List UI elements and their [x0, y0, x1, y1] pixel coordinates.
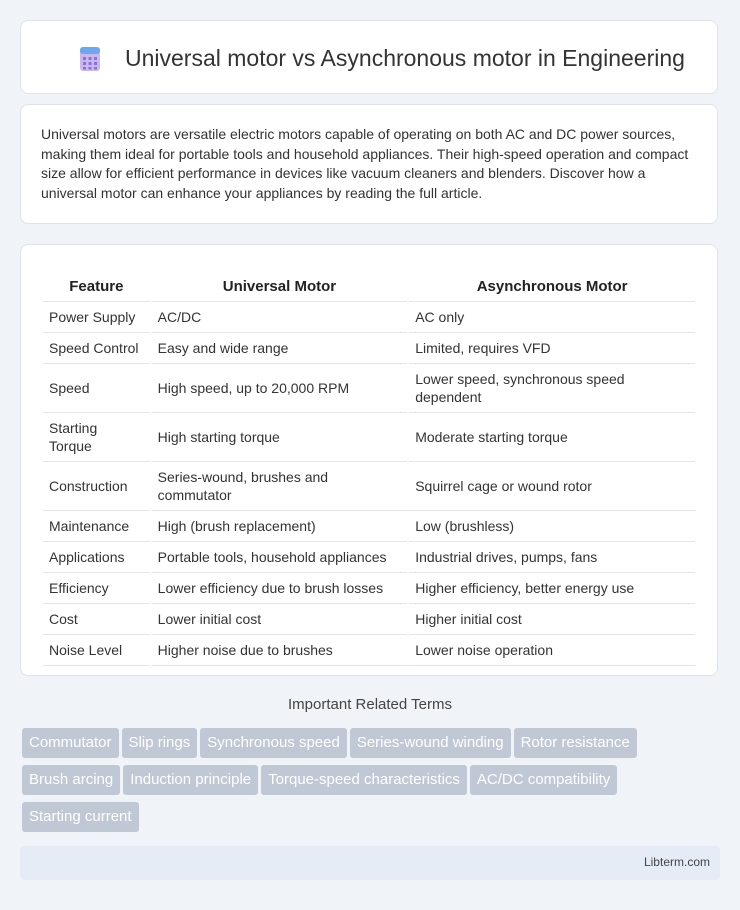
feature-cell: Efficiency	[43, 573, 150, 604]
header-universal-motor: Universal Motor	[152, 265, 408, 302]
universal-cell: Series-wound, brushes and commutator	[152, 462, 408, 511]
tag-brush-arcing[interactable]: Brush arcing	[22, 765, 120, 795]
universal-cell: Easy and wide range	[152, 333, 408, 364]
tag-ac-dc-compatibility[interactable]: AC/DC compatibility	[470, 765, 617, 795]
feature-cell: Noise Level	[43, 635, 150, 666]
asynchronous-cell: Low (brushless)	[409, 511, 695, 542]
footer-brand[interactable]: Libterm.com	[643, 855, 710, 869]
asynchronous-cell: Squirrel cage or wound rotor	[409, 462, 695, 511]
universal-cell: High (brush replacement)	[152, 511, 408, 542]
feature-cell: Power Supply	[43, 302, 150, 333]
intro-text: Universal motors are versatile electric motors capable of operating on both AC and DC power sources, making them ideal for portable tools and household appliances. Their high-speed operation and compact size allow for efficient performance in devices like vacuum cleaners and blenders. Discover how a universal motor can enhance your appliances by reading the full article.	[41, 126, 689, 201]
comparison-table	[41, 265, 697, 666]
asynchronous-cell: Lower noise operation	[409, 635, 695, 666]
feature-cell: Construction	[43, 462, 150, 511]
universal-cell: Portable tools, household appliances	[152, 542, 408, 573]
table-row	[43, 542, 695, 573]
table-row	[43, 364, 695, 413]
tag-induction-principle[interactable]: Induction principle	[123, 765, 258, 795]
table-row	[43, 511, 695, 542]
feature-cell: Maintenance	[43, 511, 150, 542]
related-terms-title: Important Related Terms	[288, 696, 452, 713]
related-terms-tags	[22, 728, 722, 839]
tag-slip-rings[interactable]: Slip rings	[122, 728, 198, 758]
header-card	[20, 20, 718, 94]
asynchronous-cell: Industrial drives, pumps, fans	[409, 542, 695, 573]
table-row	[43, 635, 695, 666]
tag-torque-speed-characteristics[interactable]: Torque-speed characteristics	[261, 765, 467, 795]
tag-commutator[interactable]: Commutator	[22, 728, 119, 758]
asynchronous-cell: Higher efficiency, better energy use	[409, 573, 695, 604]
tag-series-wound-winding[interactable]: Series-wound winding	[350, 728, 511, 758]
feature-cell: Cost	[43, 604, 150, 635]
asynchronous-cell: Limited, requires VFD	[409, 333, 695, 364]
header-feature: Feature	[43, 265, 150, 302]
feature-cell: Speed Control	[43, 333, 150, 364]
footer	[20, 846, 720, 880]
feature-cell: Speed	[43, 364, 150, 413]
table-row	[43, 462, 695, 511]
table-row	[43, 573, 695, 604]
universal-cell: High starting torque	[152, 413, 408, 462]
table-header-row	[43, 265, 695, 302]
asynchronous-cell: Lower speed, synchronous speed dependent	[409, 364, 695, 413]
asynchronous-cell: Moderate starting torque	[409, 413, 695, 462]
universal-cell: AC/DC	[152, 302, 408, 333]
intro-card	[20, 104, 718, 224]
feature-cell: Starting Torque	[43, 413, 150, 462]
feature-cell: Applications	[43, 542, 150, 573]
asynchronous-cell: Higher initial cost	[409, 604, 695, 635]
tag-starting-current[interactable]: Starting current	[22, 802, 139, 832]
table-row	[43, 413, 695, 462]
asynchronous-cell: AC only	[409, 302, 695, 333]
table-row	[43, 333, 695, 364]
page-title: Universal motor vs Asynchronous motor in Engineering	[125, 45, 685, 71]
universal-cell: Lower initial cost	[152, 604, 408, 635]
tag-synchronous-speed[interactable]: Synchronous speed	[200, 728, 347, 758]
universal-cell: Higher noise due to brushes	[152, 635, 408, 666]
table-row	[43, 302, 695, 333]
universal-cell: High speed, up to 20,000 RPM	[152, 364, 408, 413]
universal-cell: Lower efficiency due to brush losses	[152, 573, 408, 604]
header-asynchronous-motor: Asynchronous Motor	[409, 265, 695, 302]
calculator-icon	[77, 46, 103, 72]
comparison-table-card	[20, 244, 718, 676]
table-row	[43, 604, 695, 635]
tag-rotor-resistance[interactable]: Rotor resistance	[514, 728, 637, 758]
